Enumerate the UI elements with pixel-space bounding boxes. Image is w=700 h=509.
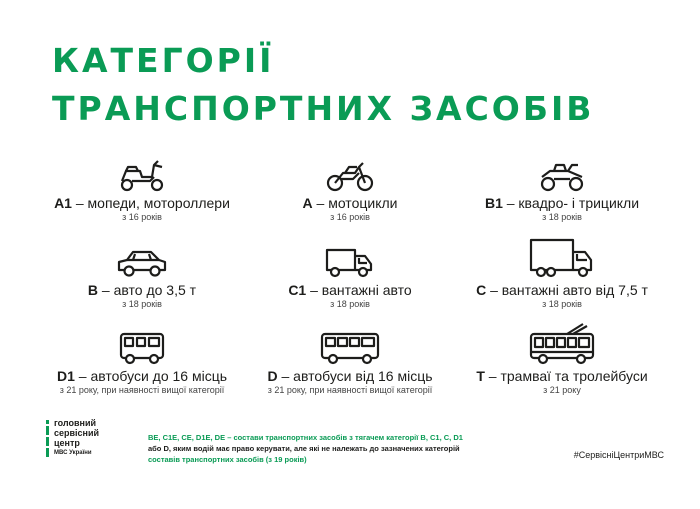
category-c [442, 238, 682, 309]
car-icon [115, 244, 169, 280]
minibus-icon [117, 330, 167, 366]
quad-bike-icon [538, 157, 586, 193]
page-title-line1: КАТЕГОРІЇ [52, 41, 275, 80]
category-d [230, 330, 470, 395]
category-b [22, 244, 262, 309]
small-truck-icon [323, 244, 377, 280]
category-text: – авто до 3,5 т [98, 282, 197, 298]
note-line1: BE, C1E, CE, D1E, DE – состави транспортних засобів з тягачем категорії B, C1, C, D1 [148, 433, 463, 442]
category-d1 [22, 330, 262, 395]
category-age: з 18 років [542, 299, 582, 309]
category-code: B [87, 282, 99, 298]
category-text: – автобуси до 16 місць [74, 368, 228, 384]
category-code: B1 [484, 195, 503, 211]
category-code: D1 [56, 368, 75, 384]
logo-line3: центр [54, 438, 80, 448]
category-a1 [22, 157, 262, 222]
category-text: – мотоцикли [312, 195, 398, 211]
category-code: D [267, 368, 278, 384]
large-truck-icon [527, 238, 597, 280]
motorcycle-icon [325, 157, 375, 193]
note-line2: або D, яким водій має право керувати, але які не належать до зазначених категорій [148, 444, 460, 453]
category-text: – квадро- і трицикли [502, 195, 640, 211]
category-age: з 16 років [330, 212, 370, 222]
combined-categories-note [148, 432, 528, 465]
hashtag: #СервісніЦентриМВС [573, 450, 664, 460]
category-text: – трамваї та тролейбуси [484, 368, 648, 384]
category-age: з 21 року, при наявності вищої категорії [267, 385, 433, 395]
logo-mark [46, 420, 49, 459]
category-a [230, 157, 470, 222]
note-line3: составів транспортних засобів (з 19 років) [148, 455, 307, 464]
category-age: з 18 років [330, 299, 370, 309]
category-code: A [302, 195, 313, 211]
logo-line4: МВС України [54, 450, 92, 456]
trolleybus-icon [527, 322, 597, 366]
category-age: з 16 років [122, 212, 162, 222]
category-age: з 21 року, при наявності вищої категорії [59, 385, 225, 395]
category-text: – вантажні авто [306, 282, 412, 298]
category-c1 [230, 244, 470, 309]
category-b1 [442, 157, 682, 222]
category-text: – мопеди, мотороллери [71, 195, 230, 211]
category-code: A1 [54, 195, 72, 211]
scooter-icon [118, 157, 166, 193]
category-code: T [476, 368, 485, 384]
category-text: – вантажні авто від 7,5 т [486, 282, 648, 298]
logo-line1: головний [54, 418, 97, 428]
category-age: з 21 року [543, 385, 581, 395]
logo-line2: сервісний [54, 428, 100, 438]
category-t [442, 322, 682, 395]
page-title-line2: ТРАНСПОРТНИХ ЗАСОБІВ [52, 89, 595, 128]
category-age: з 18 років [542, 212, 582, 222]
bus-icon [318, 330, 382, 366]
category-text: – автобуси від 16 місць [277, 368, 433, 384]
category-code: C [476, 282, 487, 298]
category-code: C1 [288, 282, 307, 298]
category-age: з 18 років [122, 299, 162, 309]
